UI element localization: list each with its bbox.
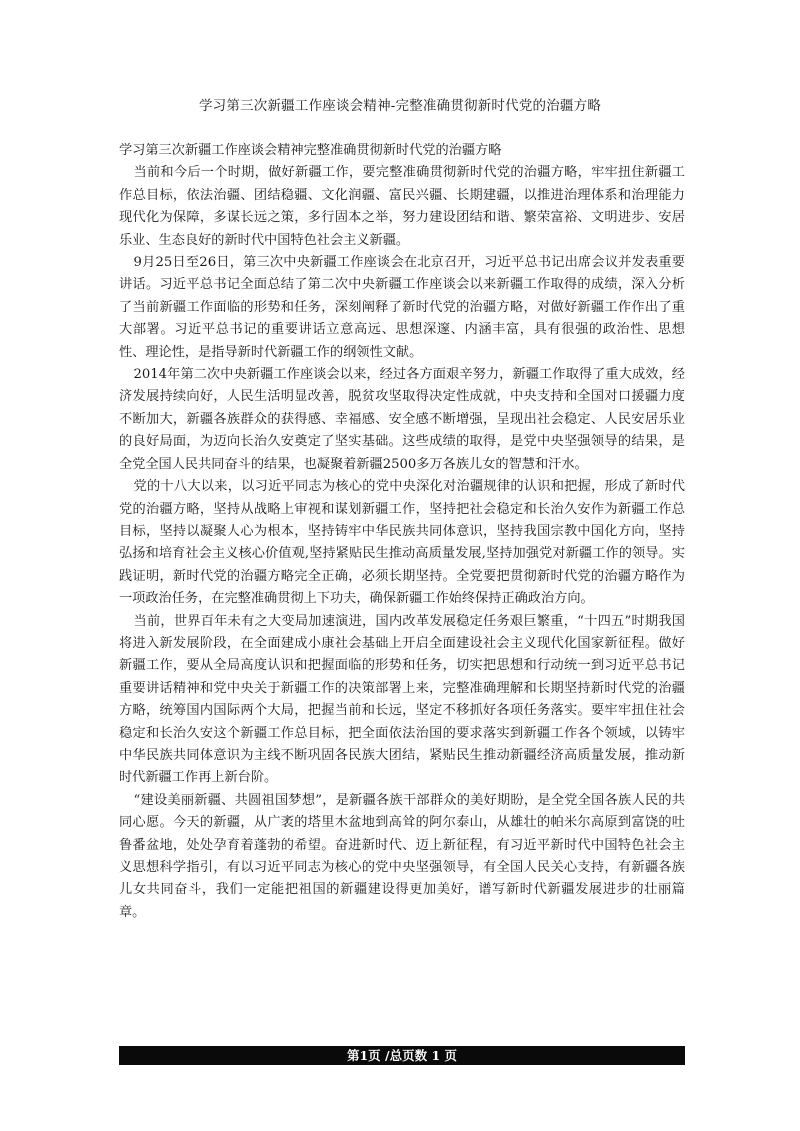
paragraph-5: 当前，世界百年未有之大变局加速演进，国内改革发展稳定任务艰巨繁重，“十四五”时期我国将进入新发展阶段，在全面建成小康社会基础上开启全面建设社会主义现代化国家新征程。做好新疆工作，要从全局高度认识和把握面临的形势和任务，切实把思想和行动统一到习近平总书记重要讲话精神和党中央关于新疆工作的决策部署上来，完整准确理解和长期坚持新时代党的治疆方略，统筹国内国际两个大局，把握当前和长远，坚定不移抓好各项任务落实。要牢牢扭住社会稳定和长治久安这个新疆工作总目标，把全面依法治国的要求落实到新疆工作各个领域，以铸牢中华民族共同体意识为主线不断巩固各民族大团结，紧贴民生推动新疆经济高质量发展，推动新时代新疆工作再上新台阶。	[119, 613, 685, 786]
paragraph-2: 9月25日至26日，第三次中央新疆工作座谈会在北京召开，习近平总书记出席会议并发表重要讲话。习近平总书记全面总结了第二次中央新疆工作座谈会以来新疆工作取得的成绩，深入分析了当前新疆工作面临的形势和任务，深刻阐释了新时代党的治疆方略，对做好新疆工作作出了重大部署。习近平总书记的重要讲话立意高远、思想深邃、内涵丰富，具有很强的政治性、思想性、理论性，是指导新时代新疆工作的纲领性文献。	[119, 255, 685, 360]
paragraph-4: 党的十八大以来，以习近平同志为核心的党中央深化对治疆规律的认识和把握，形成了新时代党的治疆方略，坚持从战略上审视和谋划新疆工作，坚持把社会稳定和长治久安作为新疆工作总目标，坚持以凝聚人心为根本，坚持铸牢中华民族共同体意识，坚持我国宗教中国化方向，坚持弘扬和培育社会主义核心价值观,坚持紧贴民生推动高质量发展,坚持加强党对新疆工作的领导。实践证明，新时代党的治疆方略完全正确，必须长期坚持。全党要把贯彻新时代党的治疆方略作为一项政治任务，在完整准确贯彻上下功夫，确保新疆工作始终保持正确政治方向。	[119, 479, 685, 607]
page-title: 学习第三次新疆工作座谈会精神-完整准确贯彻新时代党的治疆方略	[198, 98, 602, 114]
article-subtitle: 学习第三次新疆工作座谈会精神完整准确贯彻新时代党的治疆方略	[119, 143, 502, 158]
paragraph-1: 当前和今后一个时期，做好新疆工作，要完整准确贯彻新时代党的治疆方略，牢牢扭住新疆工作总目标，依法治疆、团结稳疆、文化润疆、富民兴疆、长期建疆，以推进治理体系和治理能力现代化为保障，多谋长远之策，多行固本之举，努力建设团结和谐、繁荣富裕、文明进步、安居乐业、生态良好的新时代中国特色社会主义新疆。	[119, 165, 685, 248]
paragraph-3: 2014年第二次中央新疆工作座谈会以来，经过各方面艰辛努力，新疆工作取得了重大成效，经济发展持续向好，人民生活明显改善，脱贫攻坚取得决定性成就，中央支持和全国对口援疆力度不断加大，新疆各族群众的获得感、幸福感、安全感不断增强，呈现出社会稳定、人民安居乐业的良好局面，为迈向长治久安奠定了坚实基础。这些成绩的取得，是党中央坚强领导的结果，是全党全国人民共同奋斗的结果，也凝聚着新疆2500多万各族儿女的智慧和汗水。	[119, 367, 685, 472]
paragraph-6: “建设美丽新疆、共圆祖国梦想”，是新疆各族干部群众的美好期盼，是全党全国各族人民的共同心愿。今天的新疆，从广袤的塔里木盆地到高耸的阿尔泰山，从雄壮的帕米尔高原到富饶的吐鲁番盆地，处处孕育着蓬勃的希望。奋进新时代、迈上新征程，有习近平新时代中国特色社会主义思想科学指引，有以习近平同志为核心的党中央坚强领导，有全国人民关心支持，有新疆各族儿女共同奋斗，我们一定能把祖国的新疆建设得更加美好，谱写新时代新疆发展进步的壮丽篇章。	[119, 792, 685, 920]
page-number-indicator: 第1页 /总页数 1 页	[346, 1048, 458, 1063]
page-footer	[119, 1046, 685, 1065]
article-body	[119, 140, 685, 924]
